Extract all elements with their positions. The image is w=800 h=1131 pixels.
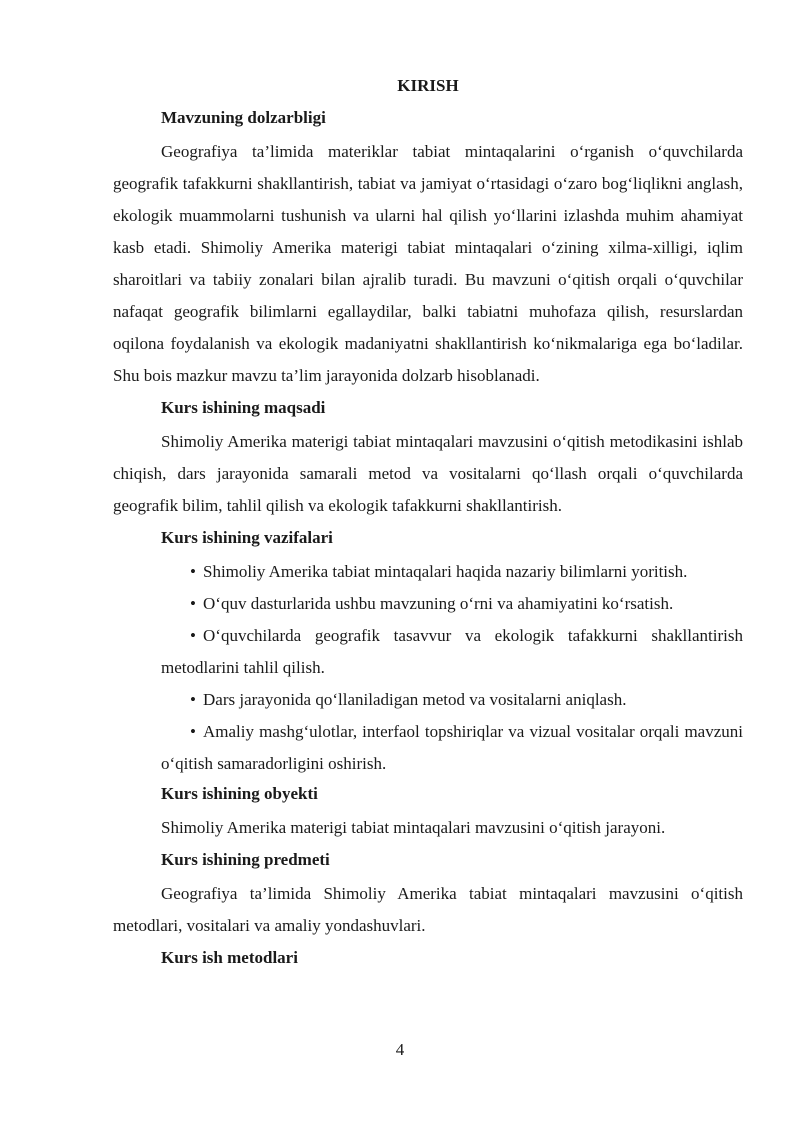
bullet-icon: • bbox=[190, 722, 196, 741]
section-text-object: Shimoliy Amerika materigi tabiat mintaqalari mavzusini o‘qitish jarayoni. bbox=[161, 818, 666, 837]
section-heading-relevance: Mavzuning dolzarbligi bbox=[161, 108, 326, 127]
section-heading-object: Kurs ishining obyekti bbox=[161, 784, 318, 803]
list-item bbox=[161, 716, 743, 780]
list-item-text: Shimoliy Amerika tabiat mintaqalari haqida nazariy bilimlarni yoritish. bbox=[203, 562, 688, 581]
section-text-goal: Shimoliy Amerika materigi tabiat mintaqalari mavzusini o‘qitish metodikasini ishlab chiqish, dars jarayonida samarali metod va vositalarni qo‘llash orqali o‘quvchilarda geografik bilim, tahlil qilish va ekologik tafakkurni shakllantirish. bbox=[113, 432, 743, 515]
section-text-relevance: Geografiya ta’limida materiklar tabiat mintaqalarini o‘rganish o‘quvchilarda geografik tafakkurni shakllantirish, tabiat va jamiyat o‘rtasidagi o‘zaro bog‘liqlikni anglash, ekologik muammolarni tushunish va ularni hal qilish yo‘llarini izlashda muhim ahamiyat kasb etadi. Shimoliy Amerika materigi tabiat mintaqalari o‘zining xilma-xilligi, iqlim sharoitlari va tabiiy zonalari bilan ajralib turadi. Bu mavzuni o‘qitish orqali o‘quvchilar nafaqat geografik bilimlarni egallaydilar, balki tabiatni muhofaza qilish, resurslardan oqilona foydalanish va ekologik madaniyatni shakllantirish ko‘nikmalariga ega bo‘ladilar. Shu bois mazkur mavzu ta’lim jarayonida dolzarb hisoblanadi. bbox=[113, 142, 743, 385]
list-item-text: O‘quvchilarda geografik tasavvur va ekologik tafakkurni shakllantirish metodlarini tahlil qilish. bbox=[161, 626, 743, 677]
page-number: 4 bbox=[395, 1040, 405, 1059]
bullet-icon: • bbox=[190, 626, 196, 645]
section-heading-subject: Kurs ishining predmeti bbox=[161, 850, 330, 869]
document-page bbox=[113, 72, 743, 976]
list-item bbox=[161, 684, 743, 716]
list-item bbox=[161, 588, 743, 620]
bullet-icon: • bbox=[190, 690, 196, 709]
tasks-list bbox=[161, 556, 743, 780]
list-item bbox=[161, 620, 743, 684]
section-heading-goal: Kurs ishining maqsadi bbox=[161, 398, 326, 417]
page-title: KIRISH bbox=[397, 76, 459, 95]
section-heading-tasks: Kurs ishining vazifalari bbox=[161, 528, 333, 547]
bullet-icon: • bbox=[190, 562, 196, 581]
section-text-subject: Geografiya ta’limida Shimoliy Amerika tabiat mintaqalari mavzusini o‘qitish metodlari, vositalari va amaliy yondashuvlari. bbox=[113, 884, 743, 935]
list-item bbox=[161, 556, 743, 588]
list-item-text: O‘quv dasturlarida ushbu mavzuning o‘rni va ahamiyatini ko‘rsatish. bbox=[203, 594, 674, 613]
list-item-text: Amaliy mashg‘ulotlar, interfaol topshiriqlar va vizual vositalar orqali mavzuni o‘qitish samaradorligini oshirish. bbox=[161, 722, 743, 773]
list-item-text: Dars jarayonida qo‘llaniladigan metod va vositalarni aniqlash. bbox=[203, 690, 627, 709]
section-heading-methods: Kurs ish metodlari bbox=[161, 948, 298, 967]
bullet-icon: • bbox=[190, 594, 196, 613]
